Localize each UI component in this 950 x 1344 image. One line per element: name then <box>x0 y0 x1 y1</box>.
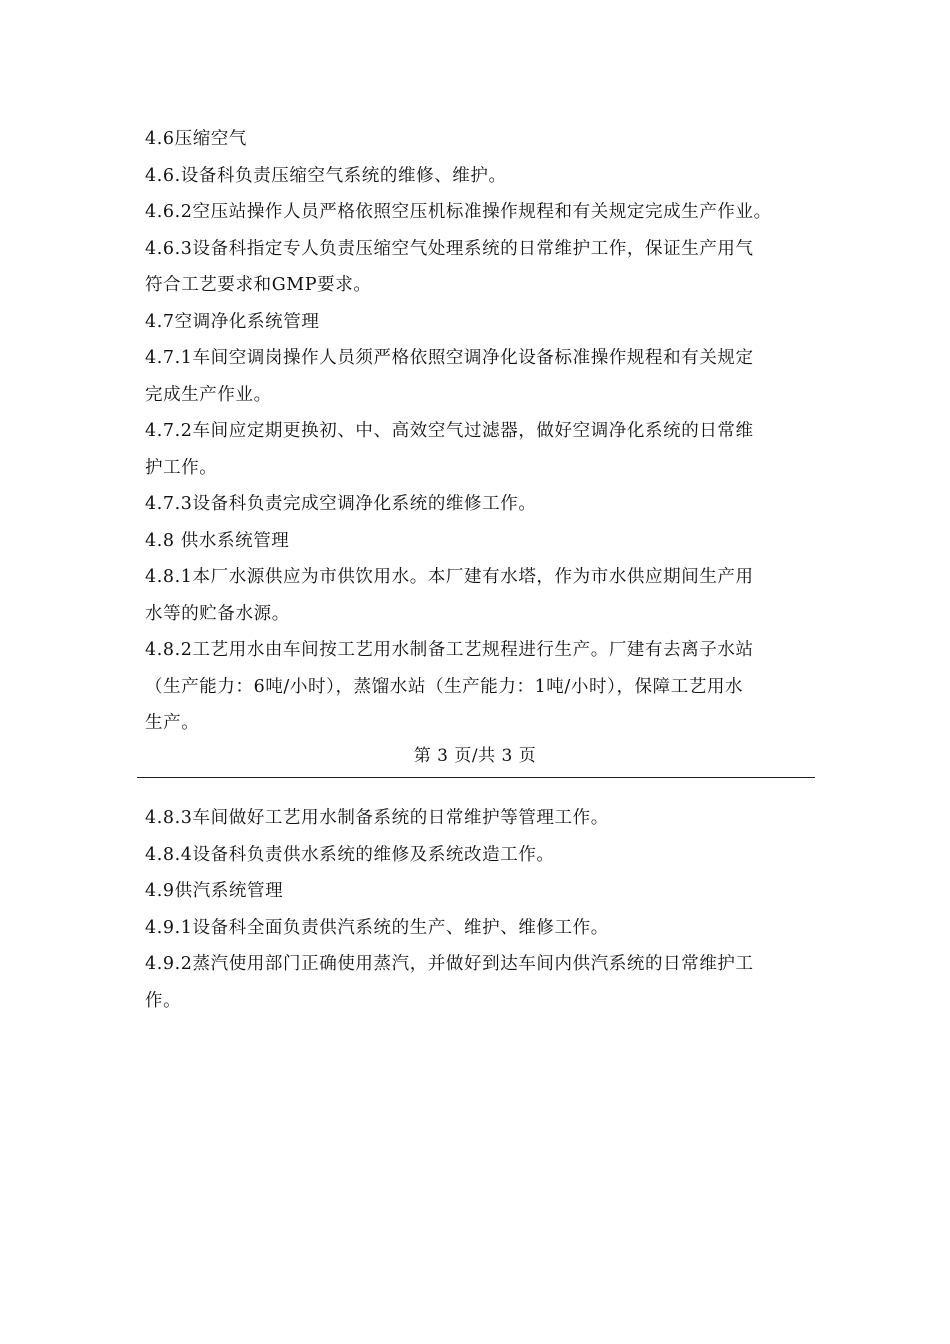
section-heading-4-9: 4.9供汽系统管理 <box>145 881 284 901</box>
paragraph-line: 4.6.2空压站操作人员严格依照空压机标准操作规程和有关规定完成生产作业。 <box>145 202 772 222</box>
paragraph-line: 4.6.3设备科指定专人负责压缩空气处理系统的日常维护工作，保证生产用气 <box>145 238 754 259</box>
paragraph-line: 符合工艺要求和GMP要求。 <box>145 275 372 295</box>
section-heading-4-8: 4.8 供水系统管理 <box>145 530 290 551</box>
paragraph-line: 4.9.2蒸汽使用部门正确使用蒸汽，并做好到达车间内供汽系统的日常维护工 <box>145 954 754 974</box>
paragraph-line: 4.8.4设备科负责供水系统的维修及系统改造工作。 <box>145 844 555 865</box>
paragraph-line: 4.7.2车间应定期更换初、中、高效空气过滤器，做好空调净化系统的日常维 <box>145 421 754 441</box>
paragraph-line: 4.7.3设备科负责完成空调净化系统的维修工作。 <box>145 494 537 514</box>
section-heading-4-7: 4.7空调净化系统管理 <box>145 311 320 332</box>
page-top-text <box>145 121 815 742</box>
paragraph-line: 4.7.1车间空调岗操作人员须严格依照空调净化设备标准操作规程和有关规定 <box>145 348 754 368</box>
paragraph-line: 4.6.设备科负责压缩空气系统的维修、维护。 <box>145 165 507 186</box>
paragraph-line: 4.8.3车间做好工艺用水制备系统的日常维护等管理工作。 <box>145 808 609 828</box>
paragraph-line: （生产能力：6吨/小时），蒸馏水站（生产能力：1吨/小时），保障工艺用水 <box>145 676 744 697</box>
page-number-footer: 第 3 页/共 3 页 <box>413 746 537 766</box>
paragraph-line: 作。 <box>145 990 182 1011</box>
paragraph-line: 4.8.1本厂水源供应为市供饮用水。本厂建有水塔，作为市水供应期间生产用 <box>145 567 754 587</box>
paragraph-line: 生产。 <box>145 713 200 733</box>
paragraph-line: 4.9.1设备科全面负责供汽系统的生产、维护、维修工作。 <box>145 917 609 938</box>
paragraph-line: 护工作。 <box>145 457 218 478</box>
page-divider <box>137 777 815 778</box>
section-heading-4-6: 4.6压缩空气 <box>145 129 248 149</box>
page-bottom-text <box>145 800 815 1019</box>
paragraph-line: 水等的贮备水源。 <box>145 603 290 624</box>
paragraph-line: 4.8.2工艺用水由车间按工艺用水制备工艺规程进行生产。厂建有去离子水站 <box>145 640 754 660</box>
paragraph-line: 完成生产作业。 <box>145 384 272 405</box>
